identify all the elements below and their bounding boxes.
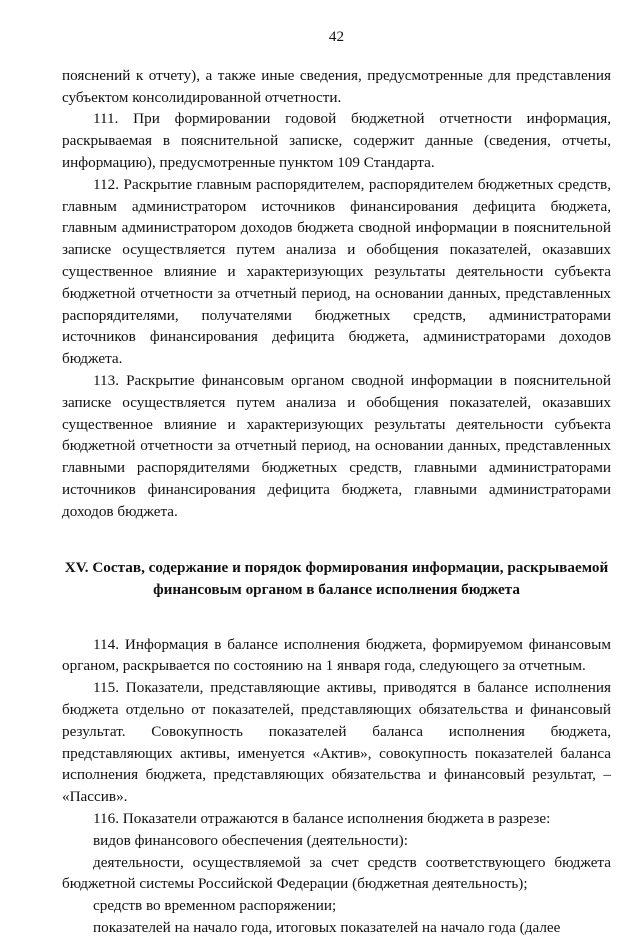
- paragraph: видов финансового обеспечения (деятельности):: [93, 831, 408, 849]
- paragraphs-before-section: [62, 65, 611, 523]
- paragraph: 116. Показатели отражаются в балансе исполнения бюджета в разрезе:: [93, 809, 551, 827]
- paragraph: 114. Информация в балансе исполнения бюджета, формируемом финансовым органом, раскрывается по состоянию на 1 января года, следующего за отчетным.: [62, 635, 611, 675]
- page-number: 42: [328, 28, 345, 45]
- paragraphs-after-section: [62, 634, 611, 939]
- section-heading-line-1: XV. Состав, содержание и порядок формирования информации, раскрываемой: [64, 558, 609, 576]
- section-heading-line-2: финансовым органом в балансе исполнения бюджета: [153, 580, 520, 598]
- paragraph: 113. Раскрытие финансовым органом сводной информации в пояснительной записке осуществляется путем анализа и обобщения показателей, оказавших существенное влияние и характеризующих результаты деятельности субъекта бюджетной отчетности за отчетный период, на основании данных, представленных главными распорядителями бюджетных средств, главными администраторами источников финансирования дефицита бюджета, главными администраторами доходов бюджета.: [62, 371, 611, 520]
- paragraph: 115. Показатели, представляющие активы, приводятся в балансе исполнения бюджета отдельно от показателей, представляющих обязательства и финансовый результат. Совокупность показателей баланса исполнения бюджета, представляющих активы, именуется «Актив», совокупность показателей баланса исполнения бюджета, представляющих обязательства и финансовый результат, – «Пассив».: [62, 679, 611, 806]
- paragraph: 112. Раскрытие главным распорядителем, распорядителем бюджетных средств, главным администратором источников финансирования дефицита бюджета, главным администратором доходов бюджета сводной информации в пояснительной записке осуществляется путем анализа и обобщения показателей, оказавших существенное влияние и характеризующих результаты деятельности субъекта бюджетной отчетности за отчетный период, на основании данных, представленных распорядителями, получателями бюджетных средств, администраторами источников финансирования дефицита бюджета, администраторами доходов бюджета.: [62, 175, 611, 368]
- paragraph: деятельности, осуществляемой за счет средств соответствующего бюджета бюджетной системы Российской Федерации (бюджетная деятельность);: [62, 853, 611, 893]
- paragraph: 111. При формировании годовой бюджетной отчетности информация, раскрываемая в пояснительной записке, содержит данные (сведения, отчеты, информацию), предусмотренные пунктом 109 Стандарта.: [62, 110, 611, 171]
- paragraph: показателей на начало года, итоговых показателей на начало года (далее: [93, 918, 561, 936]
- section-heading: [62, 557, 611, 601]
- paragraph: средств во временном распоряжении;: [93, 897, 337, 915]
- paragraph: пояснений к отчету), а также иные сведения, предусмотренные для представления субъектом консолидированной отчетности.: [62, 66, 611, 106]
